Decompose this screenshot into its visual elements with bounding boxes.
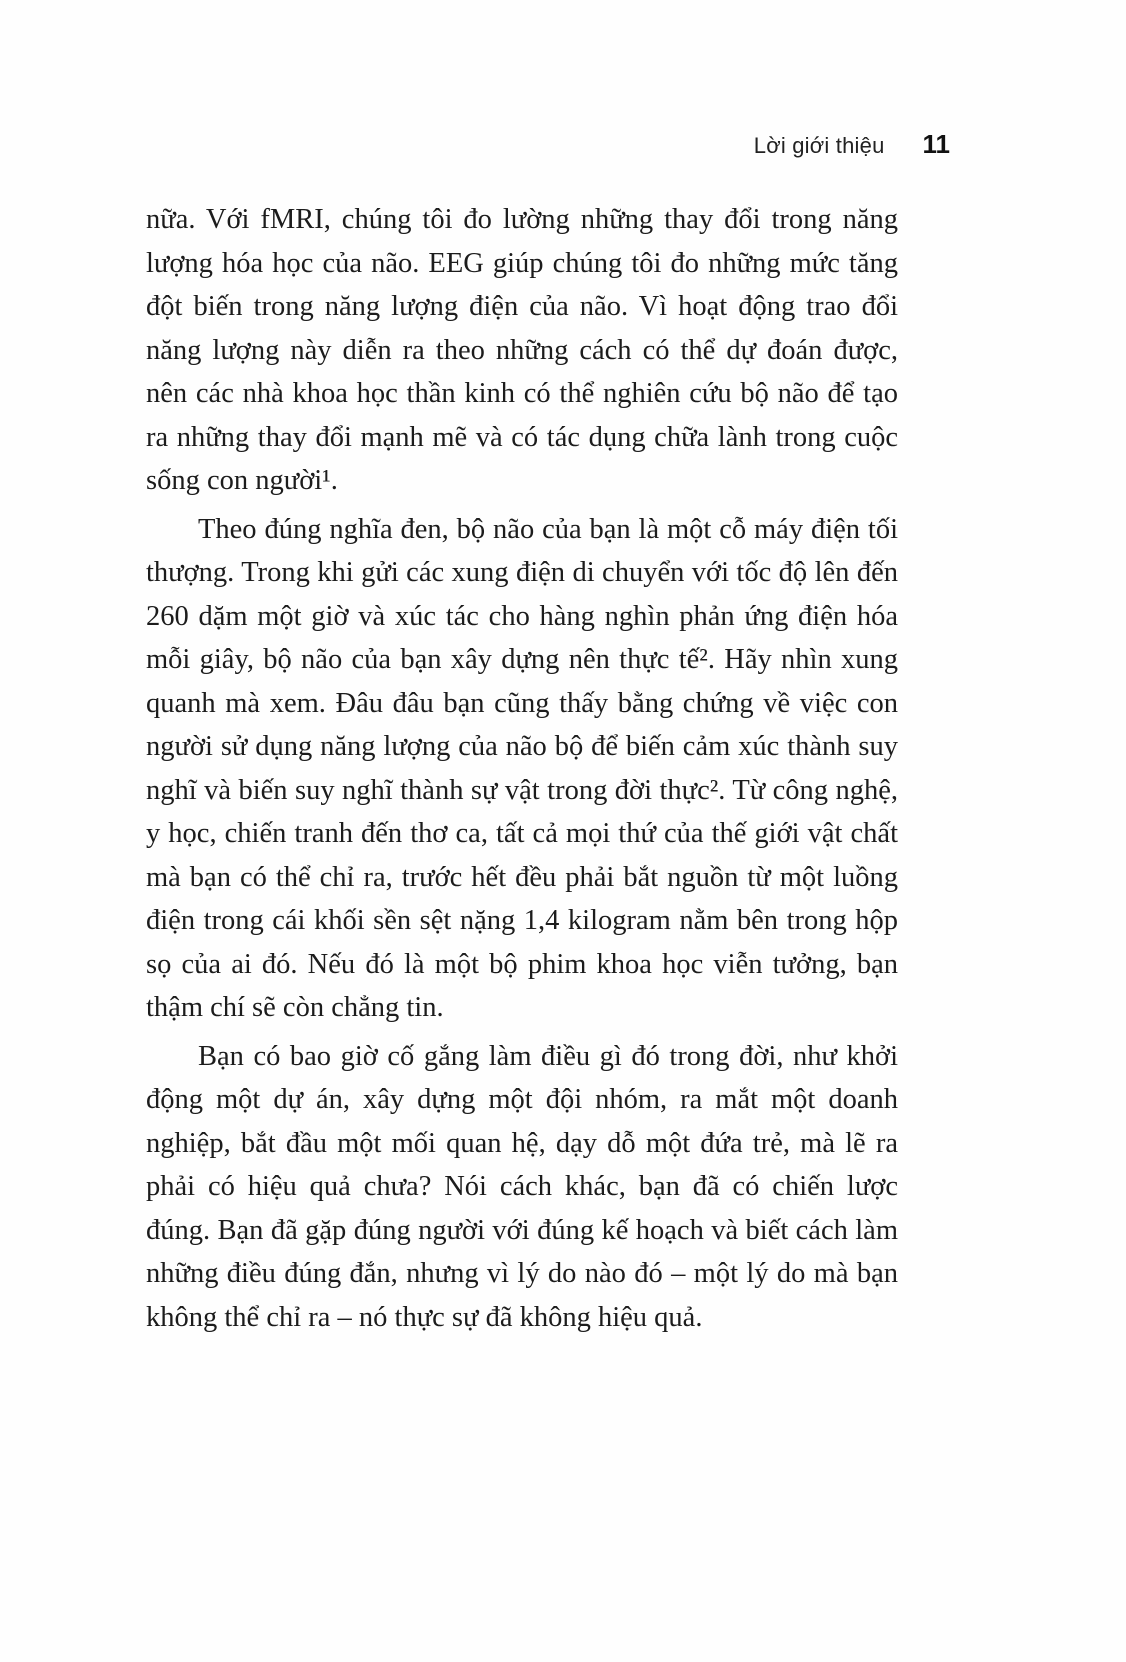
paragraph: Theo đúng nghĩa đen, bộ não của bạn là một cỗ máy điện tối thượng. Trong khi gửi các xung điện di chuyển với tốc độ lên đến 260 dặm một giờ và xúc tác cho hàng nghìn phản ứng điện hóa mỗi giây, bộ não của bạn xây dựng nên thực tế². Hãy nhìn xung quanh mà xem. Đâu đâu bạn cũng thấy bằng chứng về việc con người sử dụng năng lượng của não bộ để biến cảm xúc thành suy nghĩ và biến suy nghĩ thành sự vật trong đời thực². Từ công nghệ, y học, chiến tranh đến thơ ca, tất cả mọi thứ của thế giới vật chất mà bạn có thể chỉ ra, trước hết đều phải bắt nguồn từ một luồng điện trong cái khối sền sệt nặng 1,4 kilogram nằm bên trong hộp sọ của ai đó. Nếu đó là một bộ phim khoa học viễn tưởng, bạn thậm chí sẽ còn chẳng tin. — [146, 513, 898, 1023]
paragraph-continued: nữa. Với fMRI, chúng tôi đo lường những thay đổi trong năng lượng hóa học của não. EEG giúp chúng tôi đo những mức tăng đột biến trong năng lượng điện của não. Vì hoạt động trao đổi năng lượng này diễn ra theo những cách có thể dự đoán được, nên các nhà khoa học thần kinh có thể nghiên cứu bộ não để tạo ra những thay đổi mạnh mẽ và có tác dụng chữa lành trong cuộc sống con người¹. — [146, 204, 898, 496]
page-header — [754, 129, 950, 160]
page-body — [146, 198, 898, 1344]
paragraph: Bạn có bao giờ cố gắng làm điều gì đó trong đời, như khởi động một dự án, xây dựng một đội nhóm, ra mắt một doanh nghiệp, bắt đầu một mối quan hệ, dạy dỗ một đứa trẻ, mà lẽ ra phải có hiệu quả chưa? Nói cách khác, bạn đã có chiến lược đúng. Bạn đã gặp đúng người với đúng kế hoạch và biết cách làm những điều đúng đắn, nhưng vì lý do nào đó – một lý do mà bạn không thể chỉ ra – nó thực sự đã không hiệu quả. — [146, 1040, 898, 1333]
running-title: Lời giới thiệu — [753, 133, 885, 158]
page-number: 11 — [922, 129, 950, 159]
